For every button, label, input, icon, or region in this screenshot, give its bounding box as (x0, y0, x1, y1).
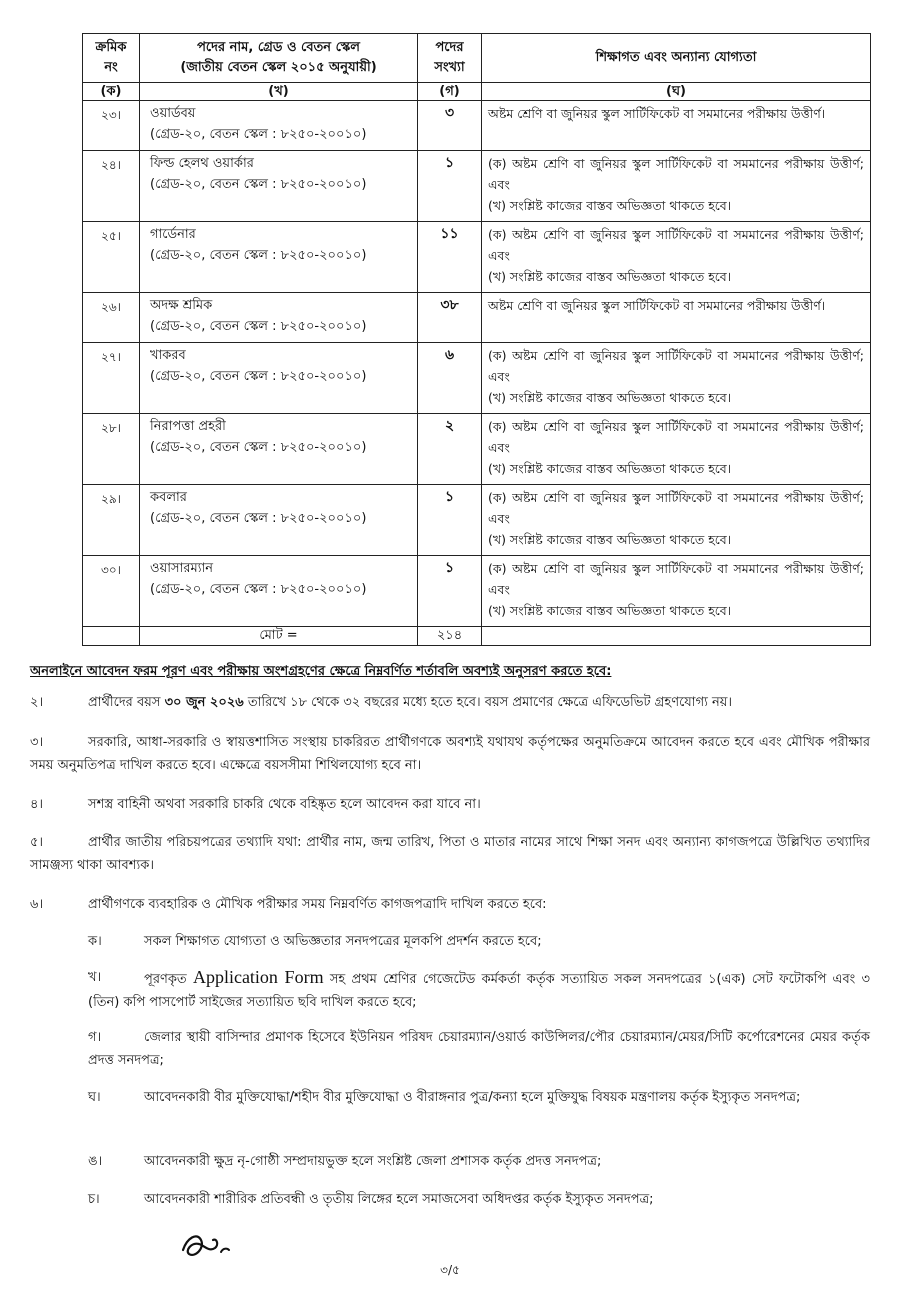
subitem-text: আবেদনকারী ক্ষুদ্র নৃ-গোষ্ঠী সম্প্রদায়ভুক্ত হলে সংশ্লিষ্ট জেলা প্রশাসক কর্তৃক প্রদত্ত সনদপত্র; (144, 1154, 602, 1169)
table-row (83, 151, 871, 222)
qualification-line: (খ) সংশ্লিষ্ট কাজের বাস্তব অভিজ্ঞতা থাকতে হবে। (488, 603, 732, 618)
subitem-text: আবেদনকারী শারীরিক প্রতিবন্ধী ও তৃতীয় লিঙ্গের হলে সমাজসেবা অধিদপ্তর কর্তৃক ইস্যুকৃত সনদপত্র; (144, 1192, 654, 1207)
subitem-text (88, 966, 870, 1014)
row-title-cell (140, 222, 418, 293)
row-count: ১ (418, 151, 482, 222)
post-name: ওয়ার্ডবয় (150, 106, 196, 121)
row-qualification (482, 343, 871, 414)
post-grade: (গ্রেড-২০, বেতন স্কেল : ৮২৫০-২০০১০) (150, 127, 367, 142)
table-row (83, 101, 871, 151)
condition-number: ৩। (30, 735, 44, 750)
header-qualification: শিক্ষাগত এবং অন্যান্য যোগ্যতা (482, 34, 871, 83)
column-label-row (83, 83, 871, 101)
qualification-line: (ক) অষ্টম শ্রেণি বা জুনিয়র স্কুল সার্টিফিকেট বা সমমানের পরীক্ষায় উত্তীর্ণ; এবং (488, 490, 864, 526)
row-qualification (482, 414, 871, 485)
column-label: (গ) (418, 83, 482, 101)
post-grade: (গ্রেড-২০, বেতন স্কেল : ৮২৫০-২০০১০) (150, 440, 367, 455)
row-serial: ২৭। (83, 343, 140, 414)
condition-item (30, 793, 870, 816)
row-title-cell (140, 101, 418, 151)
row-title-cell (140, 151, 418, 222)
row-qualification (482, 485, 871, 556)
row-qualification (482, 293, 871, 343)
header-serial: ক্রমিক নং (83, 34, 140, 83)
post-name: নিরাপত্তা প্রহরী (150, 419, 226, 434)
subitem-number: গ। (88, 1030, 102, 1045)
subitem-text: সকল শিক্ষাগত যোগ্যতা ও অভিজ্ঞতার সনদপত্রের মূলকপি প্রদর্শন করতে হবে; (144, 934, 542, 949)
condition-text-part: তারিখে ১৮ থেকে ৩২ বছরের মধ্যে হতে হবে। বয়স প্রমাণের ক্ষেত্রে এফিডেভিট গ্রহণযোগ্য নয়। (243, 695, 733, 710)
subitem-number: চ। (88, 1192, 100, 1207)
table-row (83, 222, 871, 293)
qualification-line: (খ) সংশ্লিষ্ট কাজের বাস্তব অভিজ্ঞতা থাকতে হবে। (488, 390, 732, 405)
qualification-line: (খ) সংশ্লিষ্ট কাজের বাস্তব অভিজ্ঞতা থাকতে হবে। (488, 269, 732, 284)
row-count: ৩ (418, 101, 482, 151)
header-count: পদের সংখ্যা (418, 34, 482, 83)
row-serial: ৩০। (83, 556, 140, 627)
subitem-number: ঙ। (88, 1154, 103, 1169)
header-title-main: পদের নাম, গ্রেড ও বেতন স্কেল (197, 40, 360, 55)
condition-item (30, 831, 870, 877)
row-count: ১ (418, 485, 482, 556)
condition-number: ৫। (30, 835, 44, 850)
qualification-line: (খ) সংশ্লিষ্ট কাজের বাস্তব অভিজ্ঞতা থাকতে হবে। (488, 198, 732, 213)
condition-text: সরকারি, আধা-সরকারি ও স্বায়ত্তশাসিত সংস্থায় চাকরিরত প্রার্থীগণকে অবশ্যই যথাযথ কর্তৃপক্ষের অনুমতিক্রমে আবেদন করতে হবে এবং মৌখিক পরীক্ষার সময় অনুমতিপত্র দাখিল করতে হবে। এক্ষেত্রে বয়সসীমা শিথিলযোগ্য হবে না। (30, 735, 870, 773)
qualification-line: (ক) অষ্টম শ্রেণি বা জুনিয়র স্কুল সার্টিফিকেট বা সমমানের পরীক্ষায় উত্তীর্ণ; এবং (488, 227, 864, 263)
subitem-text-part: পূরণকৃত (144, 972, 193, 987)
subitem-number: খ। (88, 970, 102, 985)
table-row (83, 485, 871, 556)
post-name: অদক্ষ শ্রমিক (150, 298, 213, 313)
table-row (83, 556, 871, 627)
qualification-line: অষ্টম শ্রেণি বা জুনিয়র স্কুল সার্টিফিকেট বা সমমানের পরীক্ষায় উত্তীর্ণ। (488, 298, 826, 313)
post-name: ফিল্ড হেলথ ওয়ার্কার (150, 156, 254, 171)
table-row (83, 414, 871, 485)
row-serial: ২৯। (83, 485, 140, 556)
qualification-line: (ক) অষ্টম শ্রেণি বা জুনিয়র স্কুল সার্টিফিকেট বা সমমানের পরীক্ষায় উত্তীর্ণ; এবং (488, 419, 864, 455)
condition-number: ৪। (30, 797, 44, 812)
row-serial: ২৮। (83, 414, 140, 485)
subitem-number: ঘ। (88, 1090, 101, 1105)
application-form-term: Application Form (192, 967, 324, 987)
document-subitem (88, 1150, 870, 1173)
column-label: (ক) (83, 83, 140, 101)
total-label: মোট = (140, 627, 418, 646)
qualification-line: (খ) সংশ্লিষ্ট কাজের বাস্তব অভিজ্ঞতা থাকতে হবে। (488, 461, 732, 476)
subitem-text: জেলার স্থায়ী বাসিন্দার প্রমাণক হিসেবে ইউনিয়ন পরিষদ চেয়ারম্যান/ওয়ার্ড কাউন্সিলর/পৌর চেয়ারম্যান/মেয়র/সিটি কর্পোরেশনের মেয়র কর্তৃক প্রদত্ত সনদপত্র; (88, 1030, 870, 1068)
qualification-line: (ক) অষ্টম শ্রেণি বা জুনিয়র স্কুল সার্টিফিকেট বা সমমানের পরীক্ষায় উত্তীর্ণ; এবং (488, 561, 864, 597)
header-title-sub: (জাতীয় বেতন স্কেল ২০১৫ অনুযায়ী) (180, 60, 377, 75)
row-qualification (482, 556, 871, 627)
row-serial: ২৬। (83, 293, 140, 343)
post-name: গার্ডেনার (150, 227, 196, 242)
condition-item (30, 691, 870, 714)
condition-item (30, 893, 870, 916)
row-qualification (482, 101, 871, 151)
qualification-line: (ক) অষ্টম শ্রেণি বা জুনিয়র স্কুল সার্টিফিকেট বা সমমানের পরীক্ষায় উত্তীর্ণ; এবং (488, 156, 864, 192)
vacancy-table (82, 33, 871, 646)
condition-number: ৬। (30, 897, 44, 912)
qualification-line: (খ) সংশ্লিষ্ট কাজের বাস্তব অভিজ্ঞতা থাকতে হবে। (488, 532, 732, 547)
condition-number: ২। (30, 695, 44, 710)
table-row (83, 293, 871, 343)
condition-text: প্রার্থীগণকে ব্যবহারিক ও মৌখিক পরীক্ষার সময় নিম্নবর্ণিত কাগজপত্রাদি দাখিল করতে হবে: (88, 897, 547, 912)
document-subitem (88, 1026, 870, 1072)
column-label: (খ) (140, 83, 418, 101)
header-title (140, 34, 418, 83)
subitem-number: ক। (88, 934, 102, 949)
post-grade: (গ্রেড-২০, বেতন স্কেল : ৮২৫০-২০০১০) (150, 369, 367, 384)
condition-text (88, 691, 870, 714)
row-title-cell (140, 414, 418, 485)
condition-text: প্রার্থীর জাতীয় পরিচয়পত্রের তথ্যাদি যথা: প্রার্থীর নাম, জন্ম তারিখ, পিতা ও মাতার নামের সাথে শিক্ষা সনদ এবং অন্যান্য কাগজপত্রে উল্লিখিত তথ্যাদির সামঞ্জস্য থাকা আবশ্যক। (30, 835, 870, 873)
post-name: ওয়াসারম্যান (150, 561, 214, 576)
condition-text-part: প্রার্থীদের বয়স (88, 695, 165, 710)
total-value: ২১৪ (418, 627, 482, 646)
row-count: ৩৮ (418, 293, 482, 343)
total-empty-cell (482, 627, 871, 646)
age-deadline-date: ৩০ জুন ২০২৬ (164, 695, 244, 710)
row-serial: ২৪। (83, 151, 140, 222)
row-title-cell (140, 343, 418, 414)
post-grade: (গ্রেড-২০, বেতন স্কেল : ৮২৫০-২০০১০) (150, 319, 367, 334)
document-subitem (88, 930, 870, 953)
table-header-row (83, 34, 871, 83)
post-name: খাকরব (150, 348, 186, 363)
row-serial: ২৫। (83, 222, 140, 293)
post-grade: (গ্রেড-২০, বেতন স্কেল : ৮২৫০-২০০১০) (150, 511, 367, 526)
document-subitem (88, 966, 870, 1014)
row-count: ১১ (418, 222, 482, 293)
column-label: (ঘ) (482, 83, 871, 101)
table-row (83, 343, 871, 414)
post-grade: (গ্রেড-২০, বেতন স্কেল : ৮২৫০-২০০১০) (150, 582, 367, 597)
row-title-cell (140, 485, 418, 556)
post-grade: (গ্রেড-২০, বেতন স্কেল : ৮২৫০-২০০১০) (150, 248, 367, 263)
row-qualification (482, 222, 871, 293)
qualification-line: অষ্টম শ্রেণি বা জুনিয়র স্কুল সার্টিফিকেট বা সমমানের পরীক্ষায় উত্তীর্ণ। (488, 106, 826, 121)
row-qualification (482, 151, 871, 222)
subitem-text-part: সহ প্রথম শ্রেণির গেজেটেড কর্মকর্তা কর্তৃক সত্যায়িত সকল সনদপত্রের ১(এক) সেট ফটোকপি এবং ৩ (তিন) কপি পাসপোর্ট সাইজের সত্যায়িত ছবি দাখিল করতে হবে; (88, 972, 870, 1010)
post-grade: (গ্রেড-২০, বেতন স্কেল : ৮২৫০-২০০১০) (150, 177, 367, 192)
total-empty-cell (83, 627, 140, 646)
condition-item (30, 731, 870, 777)
signature-initial (175, 1208, 255, 1268)
row-title-cell (140, 556, 418, 627)
row-title-cell (140, 293, 418, 343)
qualification-line: (ক) অষ্টম শ্রেণি বা জুনিয়র স্কুল সার্টিফিকেট বা সমমানের পরীক্ষায় উত্তীর্ণ; এবং (488, 348, 864, 384)
row-count: ১ (418, 556, 482, 627)
page-number: ৩/৫ (440, 1263, 460, 1277)
total-row (83, 627, 871, 646)
document-subitem (88, 1086, 870, 1109)
row-count: ৬ (418, 343, 482, 414)
condition-text: সশস্ত্র বাহিনী অথবা সরকারি চাকরি থেকে বহিষ্কৃত হলে আবেদন করা যাবে না। (88, 797, 481, 812)
post-name: কবলার (150, 490, 187, 505)
row-serial: ২৩। (83, 101, 140, 151)
conditions-heading: অনলাইনে আবেদন ফরম পূরণ এবং পরীক্ষায় অংশগ্রহণের ক্ষেত্রে নিম্নবর্ণিত শর্তাবলি অবশ্যই অনুসরণ করতে হবে: (30, 664, 612, 679)
subitem-text: আবেদনকারী বীর মুক্তিযোদ্ধা/শহীদ বীর মুক্তিযোদ্ধা ও বীরাঙ্গনার পুত্র/কন্যা হলে মুক্তিযুদ্ধ বিষয়ক মন্ত্রণালয় কর্তৃক ইস্যুকৃত সনদপত্র; (144, 1090, 801, 1105)
row-count: ২ (418, 414, 482, 485)
